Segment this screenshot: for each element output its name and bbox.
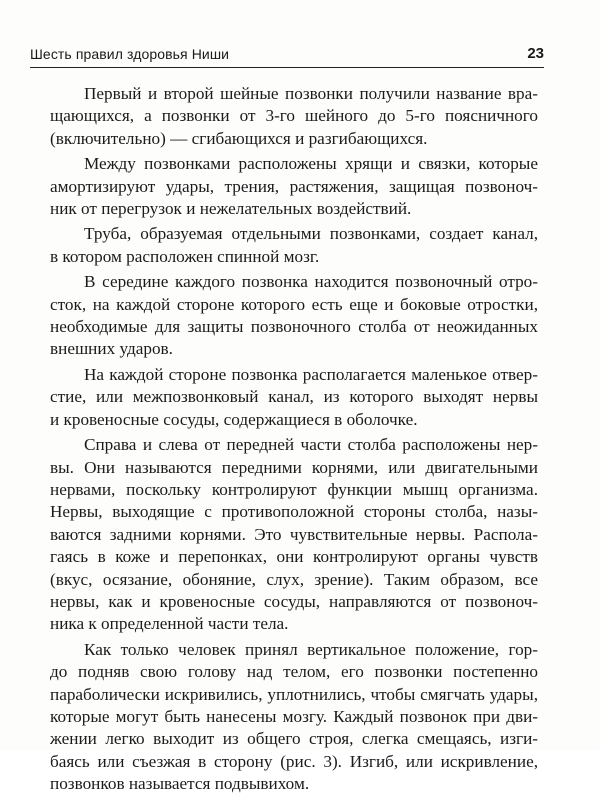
paragraph [50, 364, 538, 431]
text-line: сток, на каждой стороне которого есть еще и боковые отростки, [50, 294, 538, 314]
paragraph [50, 271, 538, 361]
paragraph [50, 83, 538, 150]
text-line: (вкус, осязание, обоняние, слух, зрение). Таким образом, все [50, 569, 538, 589]
page-number: 23 [527, 45, 544, 62]
text-line: ник от перегрузок и нежелательных воздействий. [50, 199, 412, 219]
text-line: Первый и второй шейные позвонки получили название вра- [84, 84, 538, 103]
text-line: Справа и слева от передней части столба расположены нер- [84, 435, 538, 455]
text-line: амортизируют удары, трения, растяжения, защищая позвоноч- [50, 176, 538, 196]
text-line: В середине каждого позвонка находится позвоночный отро- [84, 272, 538, 292]
text-line: до подняв свою голову над телом, его позвонки постепенно [50, 662, 538, 682]
text-line: Между позвонками расположены хрящи и связки, которые [84, 154, 538, 174]
text-line: и кровеносные сосуды, содержащиеся в оболочке. [50, 409, 418, 429]
paragraph [50, 434, 538, 636]
text-line: в котором расположен спинной мозг. [50, 246, 320, 266]
paragraph [50, 223, 538, 268]
text-line: На каждой стороне позвонка располагается маленькое отвер- [84, 364, 538, 384]
text-line: (включительно) — сгибающихся и разгибающихся. [50, 128, 428, 148]
text-line: ника к определенной части тела. [50, 614, 289, 634]
text-line: вы. Они называются передними корнями, или двигательными [50, 457, 538, 477]
text-line: стие, или межпозвонковый канал, из которого выходят нервы [50, 387, 538, 407]
text-line: жении легко выходит из общего строя, слегка смещаясь, изги- [50, 729, 538, 749]
text-line: позвонков называется подвывихом. [50, 774, 310, 794]
paragraph [50, 153, 538, 220]
text-line: нервы, как и кровеносные сосуды, направляются от позвоноч- [50, 591, 538, 611]
running-header [30, 41, 544, 68]
text-line: гаясь в коже и перепонках, они контролируют органы чувств [50, 547, 538, 567]
text-line: необходимые для защиты позвоночного столба от неожиданных [50, 317, 538, 337]
running-title: Шесть правил здоровья Ниши [30, 46, 230, 62]
text-line: которые могут быть нанесены мозгу. Каждый позвонок при дви- [50, 706, 538, 726]
text-line: баясь или съезжая в сторону (рис. 3). Изгиб, или искривление, [50, 751, 538, 771]
body-text [50, 83, 538, 799]
text-line: щающихся, а позвонки от 3-го шейного до 5-го поясничного [50, 106, 538, 126]
text-line: внешних ударов. [50, 339, 173, 359]
text-line: параболически искривились, уплотнились, чтобы смягчать удары, [50, 684, 538, 704]
paragraph [50, 639, 538, 796]
text-line: нервами, поскольку контролируют функции мышц организма. [50, 479, 538, 499]
text-line: Как только человек принял вертикальное положение, гор- [84, 639, 538, 659]
text-line: ваются задними корнями. Это чувствительные нервы. Распола- [50, 524, 538, 544]
text-line: Труба, образуемая отдельными позвонками, создает канал, [84, 224, 538, 244]
text-line: Нервы, выходящие с противоположной стороны столба, назы- [50, 502, 538, 522]
